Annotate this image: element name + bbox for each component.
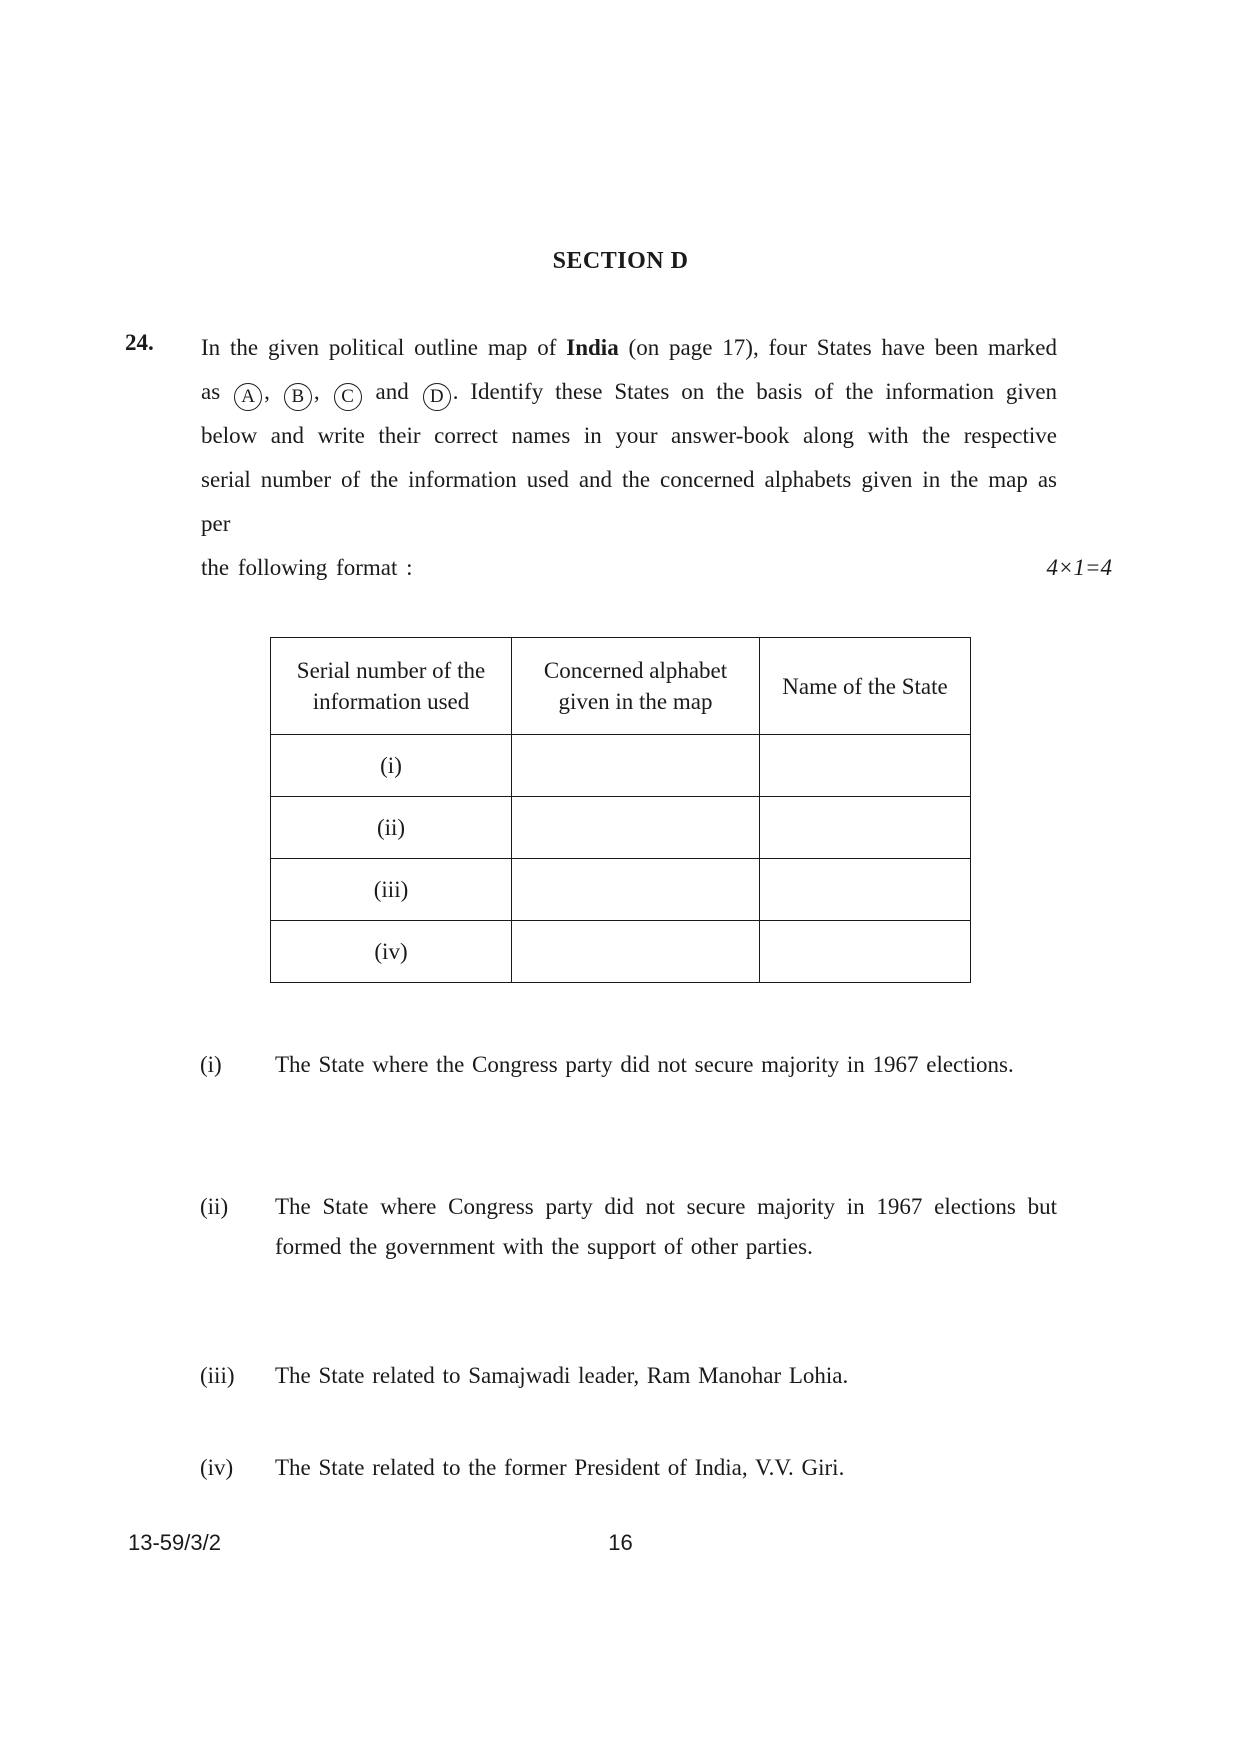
question-text-last: the following format :	[201, 555, 413, 580]
info-item-iii	[200, 1356, 1057, 1396]
row-alphabet-cell	[512, 921, 760, 983]
row-state-cell	[760, 921, 971, 983]
paper-code: 13-59/3/2	[128, 1530, 221, 1555]
info-label: (iii)	[200, 1363, 235, 1388]
header-serial-number: Serial number of the information used	[271, 638, 512, 735]
header-state-name: Name of the State	[760, 638, 971, 735]
row-alphabet-cell	[512, 735, 760, 797]
row-state-cell	[760, 797, 971, 859]
info-item-i	[200, 1045, 1057, 1085]
marker-c: C	[334, 383, 362, 411]
marker-b: B	[284, 383, 312, 411]
row-serial-cell: (iv)	[271, 921, 512, 983]
country-name: India	[566, 335, 619, 360]
info-text: The State related to the former President of India, V.V. Giri.	[275, 1455, 845, 1480]
marker-d: D	[423, 383, 451, 411]
row-alphabet-cell	[512, 797, 760, 859]
info-text: The State related to Samajwadi leader, Ram Manohar Lohia.	[275, 1363, 849, 1388]
header-concerned-alphabet: Concerned alphabet given in the map	[512, 638, 760, 735]
marker-separator-1: ,	[264, 379, 282, 404]
table-row	[271, 859, 971, 921]
table-row	[271, 921, 971, 983]
question-last-line	[201, 546, 1112, 590]
info-label: (iv)	[200, 1455, 234, 1480]
marks-allocation: 4×1=4	[1046, 555, 1112, 580]
marker-separator-2: ,	[313, 379, 332, 404]
row-serial-cell: (iii)	[271, 859, 512, 921]
info-text: The State where Congress party did not secure majority in 1967 elections but formed the government with the support of other parties.	[275, 1194, 1057, 1259]
row-serial-cell: (i)	[271, 735, 512, 797]
row-alphabet-cell	[512, 859, 760, 921]
row-serial-cell: (ii)	[271, 797, 512, 859]
question-text	[201, 326, 1112, 590]
marker-a: A	[234, 383, 262, 411]
info-item-iv	[200, 1448, 1057, 1488]
row-state-cell	[760, 735, 971, 797]
row-state-cell	[760, 859, 971, 921]
question-text-part1: In the given political outline map of	[201, 335, 567, 360]
table-row	[271, 797, 971, 859]
section-title: SECTION D	[552, 248, 689, 274]
question-number: 24.	[125, 330, 154, 355]
marker-separator-3: and	[363, 379, 421, 404]
info-item-ii	[200, 1187, 1057, 1267]
answer-format-table	[270, 637, 971, 983]
table-header-row	[271, 638, 971, 735]
info-label: (ii)	[200, 1194, 229, 1219]
question-text-part2: (on page 17), four States have been marked as	[201, 335, 1057, 404]
page-number: 16	[608, 1530, 633, 1555]
info-text: The State where the Congress party did not secure majority in 1967 elections.	[275, 1052, 1014, 1077]
info-label: (i)	[200, 1052, 222, 1077]
table-row	[271, 735, 971, 797]
question-text-part3: . Identify these States on the basis of the information given below and write their correct names in your answer-book along with the respective serial number of the information used and the concerned alphabets given in the map as per	[201, 379, 1058, 536]
